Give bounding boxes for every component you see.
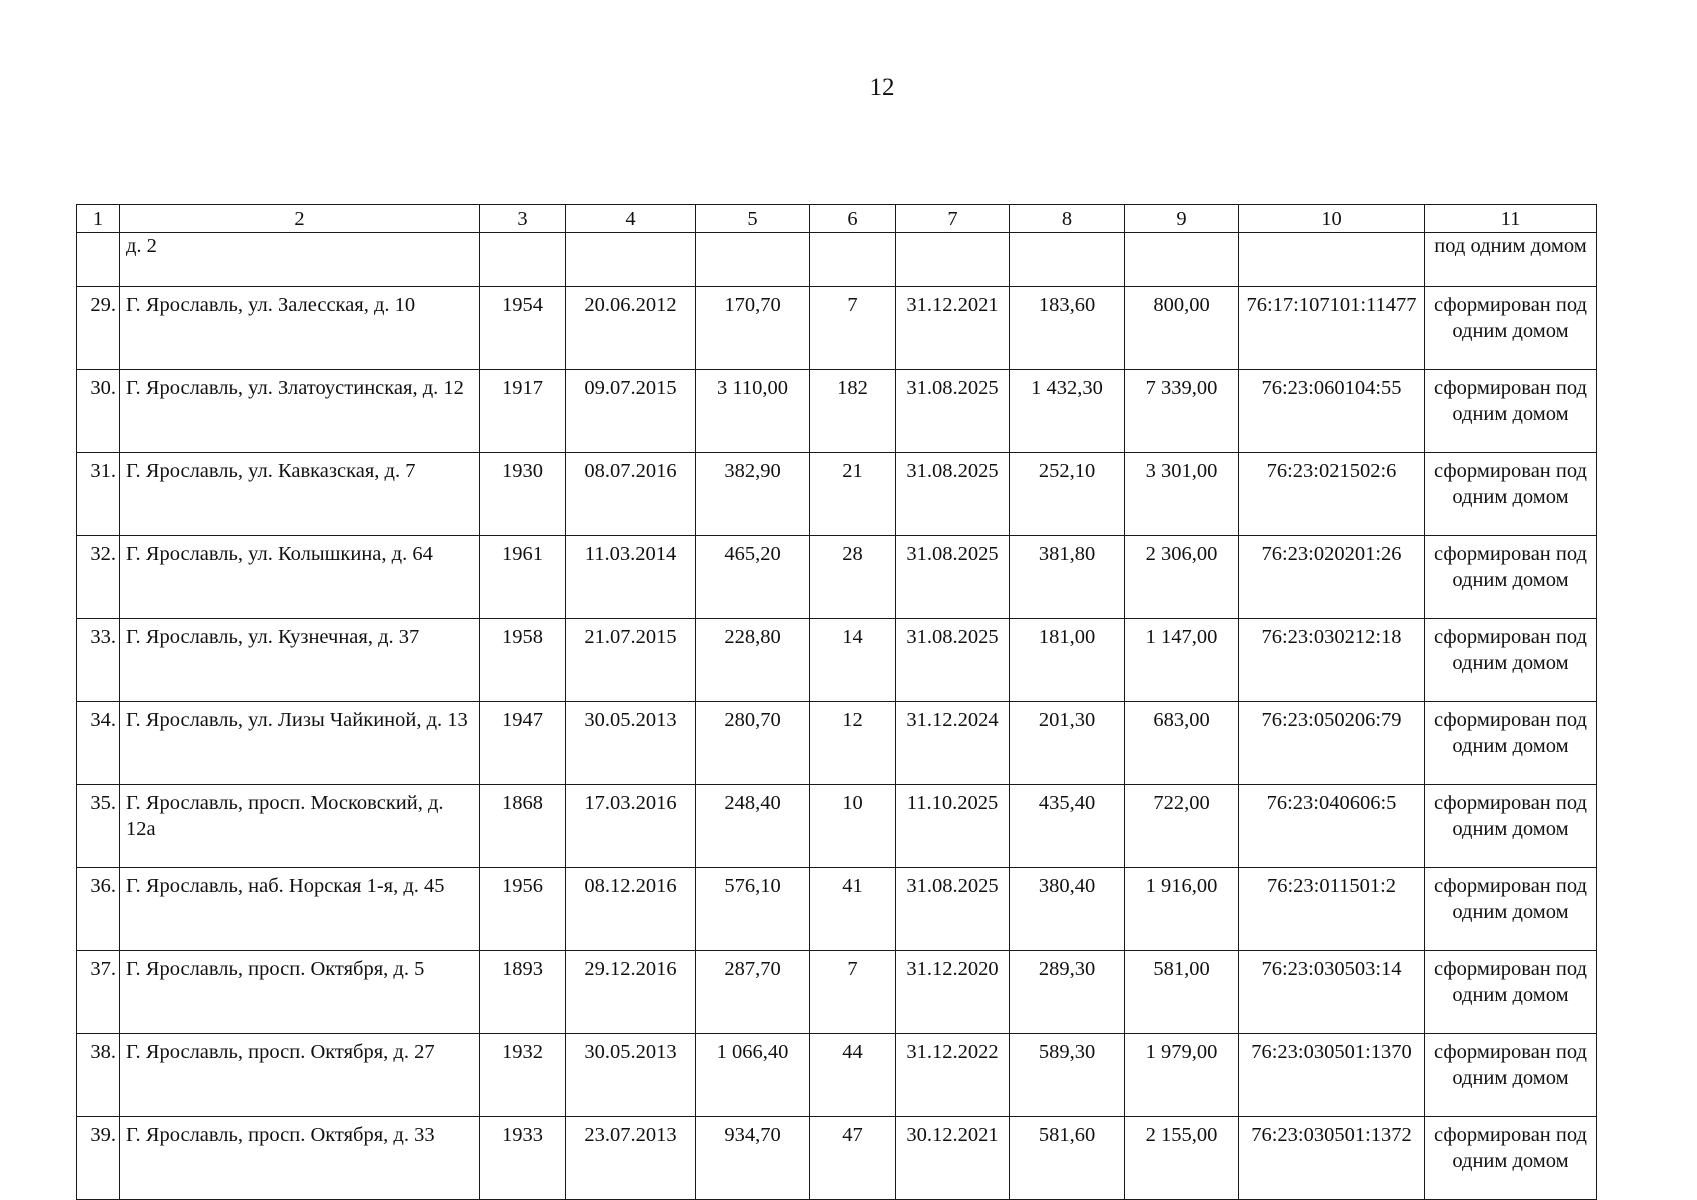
cell-year: 1958 <box>480 619 566 702</box>
cell-address: Г. Ярославль, просп. Октября, д. 5 <box>120 951 480 1034</box>
cell-status: сформирован под одним домом <box>1425 453 1597 536</box>
cell-residents: 47 <box>810 1117 896 1200</box>
cell-address: Г. Ярославль, ул. Колышкина, д. 64 <box>120 536 480 619</box>
cell-residents: 44 <box>810 1034 896 1117</box>
cell-residents: 12 <box>810 702 896 785</box>
cell-area2: 381,80 <box>1010 536 1125 619</box>
cell-deadline: 31.08.2025 <box>896 868 1010 951</box>
cell-status: сформирован под одним домом <box>1425 702 1597 785</box>
table-row <box>77 287 1597 370</box>
cell-cadastral: 76:23:021502:6 <box>1239 453 1425 536</box>
cell-deadline: 31.08.2025 <box>896 453 1010 536</box>
header-row <box>77 205 1597 233</box>
cell-status: сформирован под одним домом <box>1425 287 1597 370</box>
cell-area2: 435,40 <box>1010 785 1125 868</box>
cell-cadastral: 76:23:040606:5 <box>1239 785 1425 868</box>
cell-land-area <box>1125 233 1239 287</box>
housing-table <box>76 204 1597 1200</box>
cell-deadline: 31.12.2020 <box>896 951 1010 1034</box>
cell-area2: 183,60 <box>1010 287 1125 370</box>
column-header: 10 <box>1239 205 1425 233</box>
table-row <box>77 453 1597 536</box>
table-row <box>77 951 1597 1034</box>
column-header: 11 <box>1425 205 1597 233</box>
cell-land-area: 1 147,00 <box>1125 619 1239 702</box>
cell-area: 3 110,00 <box>696 370 810 453</box>
cell-address: Г. Ярославль, ул. Златоустинская, д. 12 <box>120 370 480 453</box>
cell-area: 382,90 <box>696 453 810 536</box>
cell-year: 1954 <box>480 287 566 370</box>
cell-area: 248,40 <box>696 785 810 868</box>
cell-deadline: 31.12.2024 <box>896 702 1010 785</box>
table-row <box>77 702 1597 785</box>
column-header: 1 <box>77 205 120 233</box>
cell-year: 1868 <box>480 785 566 868</box>
cell-residents: 182 <box>810 370 896 453</box>
cell-address: Г. Ярославль, ул. Лизы Чайкиной, д. 13 <box>120 702 480 785</box>
cell-area2: 380,40 <box>1010 868 1125 951</box>
table-row <box>77 1034 1597 1117</box>
cell-year: 1956 <box>480 868 566 951</box>
cell-deadline: 31.08.2025 <box>896 370 1010 453</box>
continuation-row <box>77 233 1597 287</box>
cell-area2: 201,30 <box>1010 702 1125 785</box>
cell-area <box>696 233 810 287</box>
cell-status: сформирован под одним домом <box>1425 868 1597 951</box>
column-header: 8 <box>1010 205 1125 233</box>
cell-area: 465,20 <box>696 536 810 619</box>
cell-address: д. 2 <box>120 233 480 287</box>
column-header: 9 <box>1125 205 1239 233</box>
cell-deadline: 31.08.2025 <box>896 536 1010 619</box>
cell-area2: 581,60 <box>1010 1117 1125 1200</box>
cell-deadline: 30.12.2021 <box>896 1117 1010 1200</box>
cell-address: Г. Ярославль, просп. Октября, д. 27 <box>120 1034 480 1117</box>
column-header: 2 <box>120 205 480 233</box>
cell-area2: 589,30 <box>1010 1034 1125 1117</box>
cell-status: сформирован под одним домом <box>1425 785 1597 868</box>
cell-area: 1 066,40 <box>696 1034 810 1117</box>
table-row <box>77 868 1597 951</box>
cell-num: 31. <box>77 453 120 536</box>
cell-residents: 14 <box>810 619 896 702</box>
cell-year: 1930 <box>480 453 566 536</box>
cell-area: 280,70 <box>696 702 810 785</box>
cell-status: сформирован под одним домом <box>1425 536 1597 619</box>
cell-cadastral: 76:23:030501:1370 <box>1239 1034 1425 1117</box>
cell-deadline: 31.08.2025 <box>896 619 1010 702</box>
cell-num: 33. <box>77 619 120 702</box>
cell-area: 576,10 <box>696 868 810 951</box>
cell-num: 38. <box>77 1034 120 1117</box>
cell-cadastral: 76:23:020201:26 <box>1239 536 1425 619</box>
cell-year: 1933 <box>480 1117 566 1200</box>
column-header: 5 <box>696 205 810 233</box>
cell-cadastral: 76:23:060104:55 <box>1239 370 1425 453</box>
cell-date: 08.12.2016 <box>566 868 696 951</box>
cell-date: 29.12.2016 <box>566 951 696 1034</box>
cell-land-area: 3 301,00 <box>1125 453 1239 536</box>
column-header: 7 <box>896 205 1010 233</box>
cell-land-area: 1 916,00 <box>1125 868 1239 951</box>
page-number: 12 <box>869 74 895 101</box>
cell-cadastral: 76:23:030501:1372 <box>1239 1117 1425 1200</box>
cell-residents: 41 <box>810 868 896 951</box>
cell-residents: 10 <box>810 785 896 868</box>
cell-land-area: 2 155,00 <box>1125 1117 1239 1200</box>
column-header: 6 <box>810 205 896 233</box>
cell-residents: 7 <box>810 951 896 1034</box>
cell-date: 21.07.2015 <box>566 619 696 702</box>
cell-year: 1893 <box>480 951 566 1034</box>
cell-area2: 1 432,30 <box>1010 370 1125 453</box>
cell-area: 934,70 <box>696 1117 810 1200</box>
cell-date: 30.05.2013 <box>566 702 696 785</box>
cell-num: 39. <box>77 1117 120 1200</box>
cell-address: Г. Ярославль, ул. Кузнечная, д. 37 <box>120 619 480 702</box>
cell-date: 08.07.2016 <box>566 453 696 536</box>
cell-cadastral <box>1239 233 1425 287</box>
cell-cadastral: 76:23:030503:14 <box>1239 951 1425 1034</box>
cell-status: сформирован под одним домом <box>1425 370 1597 453</box>
cell-residents <box>810 233 896 287</box>
cell-num: 35. <box>77 785 120 868</box>
cell-date: 23.07.2013 <box>566 1117 696 1200</box>
cell-address: Г. Ярославль, просп. Московский, д. 12а <box>120 785 480 868</box>
cell-area: 170,70 <box>696 287 810 370</box>
cell-deadline: 31.12.2021 <box>896 287 1010 370</box>
column-header: 4 <box>566 205 696 233</box>
cell-land-area: 800,00 <box>1125 287 1239 370</box>
cell-num: 37. <box>77 951 120 1034</box>
cell-date <box>566 233 696 287</box>
cell-residents: 28 <box>810 536 896 619</box>
cell-area2: 252,10 <box>1010 453 1125 536</box>
cell-deadline <box>896 233 1010 287</box>
cell-residents: 7 <box>810 287 896 370</box>
cell-status: сформирован под одним домом <box>1425 1117 1597 1200</box>
cell-cadastral: 76:23:030212:18 <box>1239 619 1425 702</box>
cell-area2: 289,30 <box>1010 951 1125 1034</box>
cell-num: 30. <box>77 370 120 453</box>
cell-land-area: 7 339,00 <box>1125 370 1239 453</box>
cell-year: 1917 <box>480 370 566 453</box>
cell-cadastral: 76:17:107101:11477 <box>1239 287 1425 370</box>
cell-date: 17.03.2016 <box>566 785 696 868</box>
cell-date: 30.05.2013 <box>566 1034 696 1117</box>
cell-address: Г. Ярославль, наб. Норская 1-я, д. 45 <box>120 868 480 951</box>
table-row <box>77 536 1597 619</box>
cell-status: сформирован под одним домом <box>1425 619 1597 702</box>
cell-address: Г. Ярославль, просп. Октября, д. 33 <box>120 1117 480 1200</box>
cell-status: сформирован под одним домом <box>1425 951 1597 1034</box>
cell-area2: 181,00 <box>1010 619 1125 702</box>
cell-num: 29. <box>77 287 120 370</box>
cell-land-area: 1 979,00 <box>1125 1034 1239 1117</box>
cell-area: 287,70 <box>696 951 810 1034</box>
cell-year: 1961 <box>480 536 566 619</box>
cell-year: 1932 <box>480 1034 566 1117</box>
cell-land-area: 683,00 <box>1125 702 1239 785</box>
table-row <box>77 370 1597 453</box>
cell-area2 <box>1010 233 1125 287</box>
cell-num: 32. <box>77 536 120 619</box>
cell-deadline: 31.12.2022 <box>896 1034 1010 1117</box>
table-row <box>77 785 1597 868</box>
cell-land-area: 722,00 <box>1125 785 1239 868</box>
cell-num: 34. <box>77 702 120 785</box>
cell-status: сформирован под одним домом <box>1425 1034 1597 1117</box>
cell-status: под одним домом <box>1425 233 1597 287</box>
cell-land-area: 581,00 <box>1125 951 1239 1034</box>
cell-cadastral: 76:23:011501:2 <box>1239 868 1425 951</box>
cell-year: 1947 <box>480 702 566 785</box>
cell-year <box>480 233 566 287</box>
cell-residents: 21 <box>810 453 896 536</box>
cell-address: Г. Ярославль, ул. Залесская, д. 10 <box>120 287 480 370</box>
table-row <box>77 619 1597 702</box>
cell-date: 09.07.2015 <box>566 370 696 453</box>
cell-date: 11.03.2014 <box>566 536 696 619</box>
cell-date: 20.06.2012 <box>566 287 696 370</box>
cell-area: 228,80 <box>696 619 810 702</box>
column-header: 3 <box>480 205 566 233</box>
cell-num: 36. <box>77 868 120 951</box>
cell-num <box>77 233 120 287</box>
cell-address: Г. Ярославль, ул. Кавказская, д. 7 <box>120 453 480 536</box>
cell-deadline: 11.10.2025 <box>896 785 1010 868</box>
cell-land-area: 2 306,00 <box>1125 536 1239 619</box>
table-row <box>77 1117 1597 1200</box>
cell-cadastral: 76:23:050206:79 <box>1239 702 1425 785</box>
